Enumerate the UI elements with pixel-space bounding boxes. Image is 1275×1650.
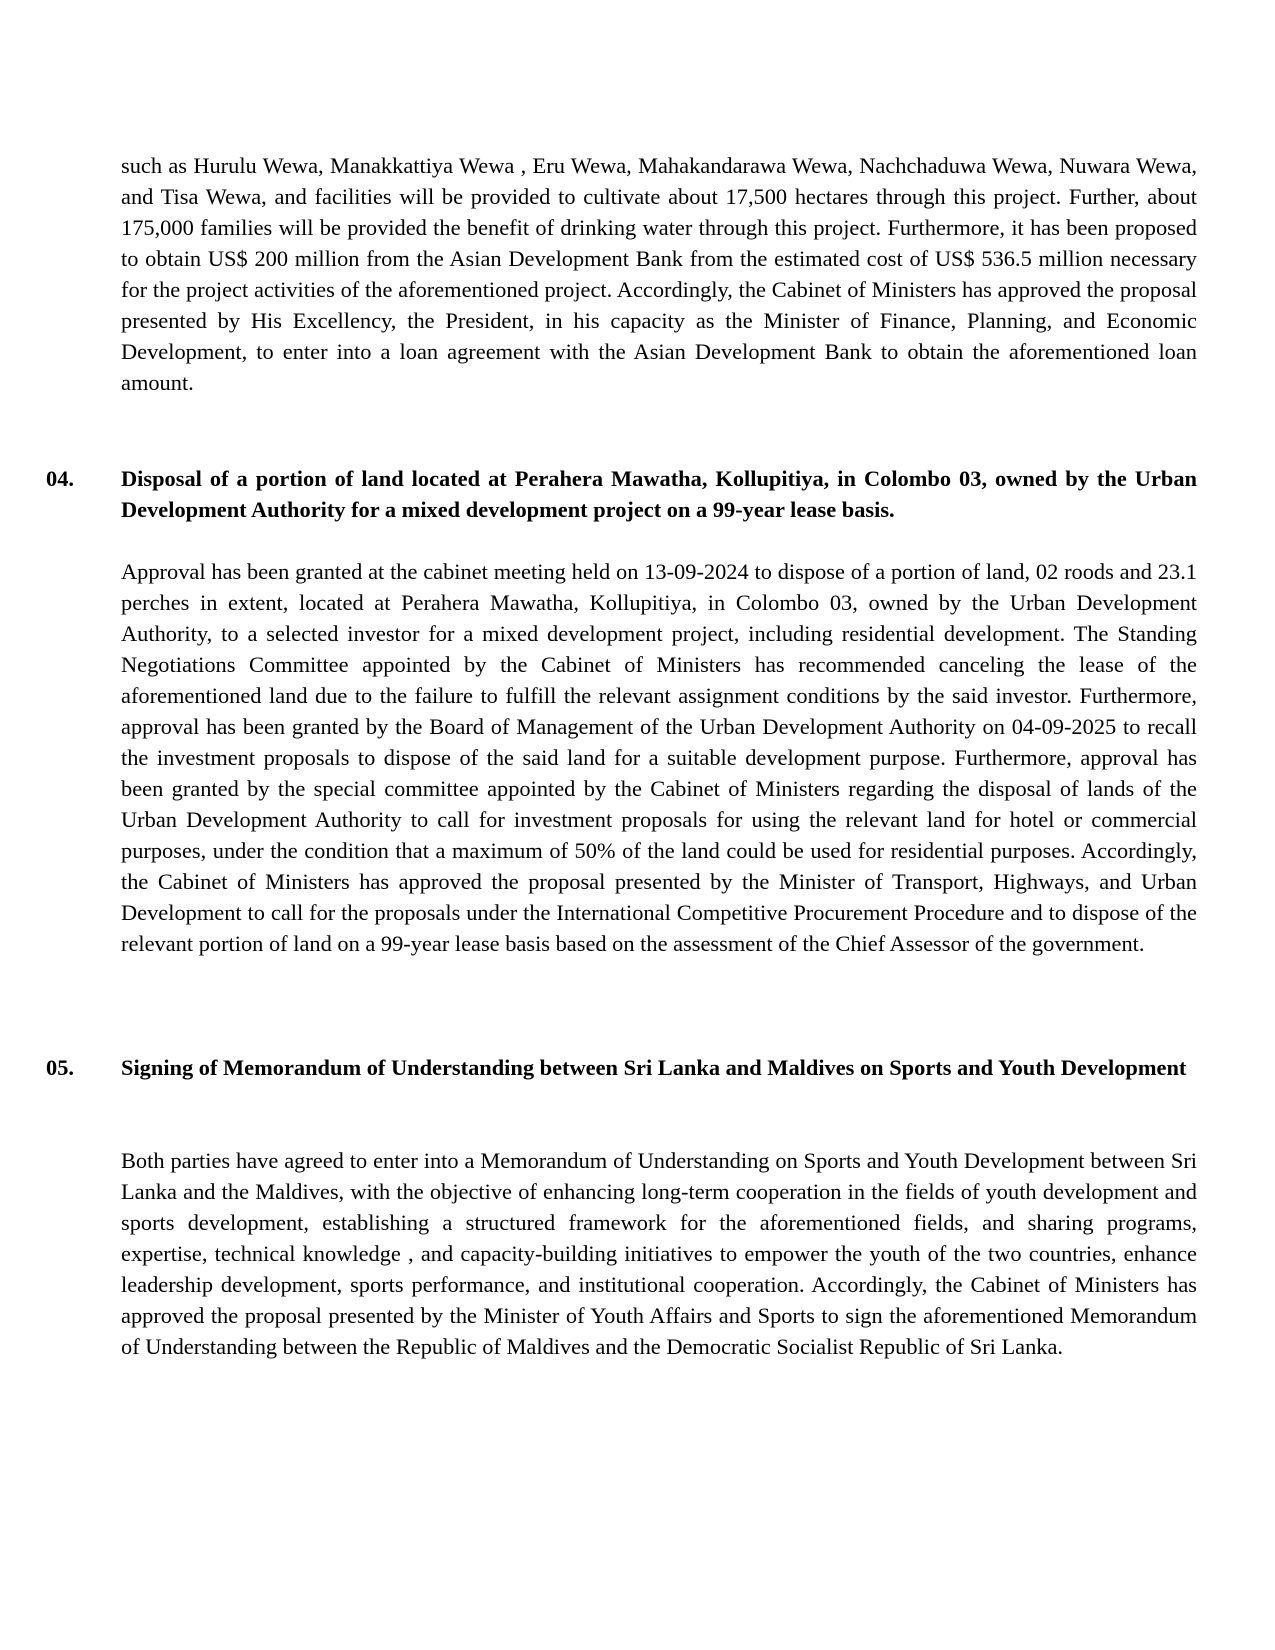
item-title: Signing of Memorandum of Understanding between Sri Lanka and Maldives on Sports and Youth Development: [121, 1055, 1187, 1080]
item-number: 05.: [46, 1055, 74, 1080]
item-body: Both parties have agreed to enter into a Memorandum of Understanding on Sports and Youth Development between Sri Lanka and the Maldives, with the objective of enhancing long-term cooperation in the fields of youth development and sports development, establishing a structured framework for the aforementioned fields, and sharing programs, expertise, technical knowledge , and capacity-building initiatives to empower the youth of the two countries, enhance leadership development, sports performance, and institutional cooperation. Accordingly, the Cabinet of Ministers has approved the proposal presented by the Minister of Youth Affairs and Sports to sign the aforementioned Memorandum of Understanding between the Republic of Maldives and the Democratic Socialist Republic of Sri Lanka.: [121, 1148, 1197, 1359]
item-title: Disposal of a portion of land located at Perahera Mawatha, Kollupitiya, in Colombo 03, owned by the Urban Development Authority for a mixed development project on a 99-year lease basis.: [121, 466, 1197, 522]
item-number: 04.: [46, 466, 74, 491]
item-body: Approval has been granted at the cabinet meeting held on 13-09-2024 to dispose of a portion of land, 02 roods and 23.1 perches in extent, located at Perahera Mawatha, Kollupitiya, in Colombo 03, owned by the Urban Development Authority, to a selected investor for a mixed development project, including residential development. The Standing Negotiations Committee appointed by the Cabinet of Ministers has recommended canceling the lease of the aforementioned land due to the failure to fulfill the relevant assignment conditions by the said investor. Furthermore, approval has been granted by the Board of Management of the Urban Development Authority on 04-09-2025 to recall the investment proposals to dispose of the said land for a suitable development purpose. Furthermore, approval has been granted by the special committee appointed by the Cabinet of Ministers regarding the disposal of lands of the Urban Development Authority to call for investment proposals for using the relevant land for hotel or commercial purposes, under the condition that a maximum of 50% of the land could be used for residential purposes. Accordingly, the Cabinet of Ministers has approved the proposal presented by the Minister of Transport, Highways, and Urban Development to call for the proposals under the International Competitive Procurement Procedure and to dispose of the relevant portion of land on a 99-year lease basis based on the assessment of the Chief Assessor of the government.: [121, 559, 1197, 956]
intro-paragraph: such as Hurulu Wewa, Manakkattiya Wewa , Eru Wewa, Mahakandarawa Wewa, Nachchaduwa Wewa, Nuwara Wewa, and Tisa Wewa, and facilities will be provided to cultivate about 17,500 hectares through this project. Further, about 175,000 families will be provided the benefit of drinking water through this project. Furthermore, it has been proposed to obtain US$ 200 million from the Asian Development Bank from the estimated cost of US$ 536.5 million necessary for the project activities of the aforementioned project. Accordingly, the Cabinet of Ministers has approved the proposal presented by His Excellency, the President, in his capacity as the Minister of Finance, Planning, and Economic Development, to enter into a loan agreement with the Asian Development Bank to obtain the aforementioned loan amount.: [121, 153, 1197, 395]
